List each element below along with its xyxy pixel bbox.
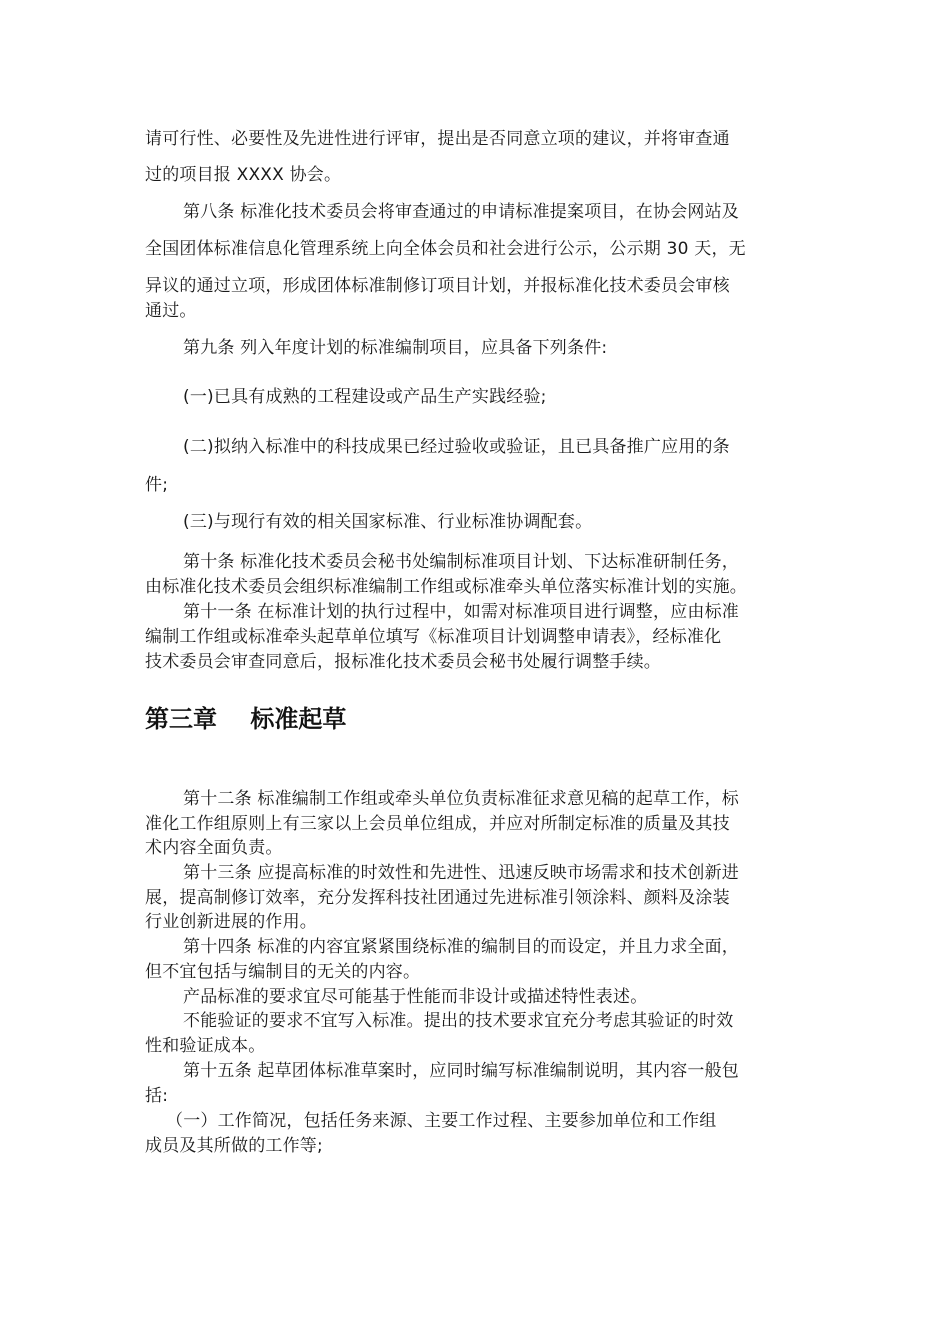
text-line: 产品标准的要求宜尽可能基于性能而非设计或描述特性表述。 — [183, 987, 648, 1007]
text-line: 第十三条 应提高标准的时效性和先进性、迅速反映市场需求和技术创新进 — [183, 863, 740, 883]
text-line: 由标准化技术委员会组织标准编制工作组或标准牵头单位落实标准计划的实施。 — [145, 577, 747, 597]
text-line: 通过。 — [145, 301, 197, 321]
text-line: 不能验证的要求不宜写入标准。提出的技术要求宜充分考虑其验证的时效 — [183, 1011, 734, 1031]
text-line: 第九条 列入年度计划的标准编制项目，应具备下列条件: — [183, 338, 608, 358]
text-line: 准化工作组原则上有三家以上会员单位组成，并应对所制定标准的质量及其技 — [145, 814, 730, 834]
text-line: 件; — [145, 475, 169, 495]
text-line: 但不宜包括与编制目的无关的内容。 — [145, 962, 421, 982]
chapter-heading: 第三章 标准起草 — [145, 705, 347, 733]
text-line: 成员及其所做的工作等; — [145, 1136, 323, 1156]
text-line: 行业创新进展的作用。 — [145, 912, 317, 932]
text-line: (三)与现行有效的相关国家标准、行业标准协调配套。 — [183, 512, 593, 532]
text-line: 技术委员会审查同意后，报标准化技术委员会秘书处履行调整手续。 — [145, 652, 661, 672]
text-line: 请可行性、必要性及先进性进行评审，提出是否同意立项的建议，并将审查通 — [145, 129, 730, 149]
text-line: 异议的通过立项，形成团体标准制修订项目计划，并报标准化技术委员会审核 — [145, 276, 730, 296]
text-line: 术内容全面负责。 — [145, 838, 283, 858]
text-line: 第十条 标准化技术委员会秘书处编制标准项目计划、下达标准研制任务， — [183, 552, 740, 572]
text-line: 第十二条 标准编制工作组或牵头单位负责标准征求意见稿的起草工作，标 — [183, 789, 740, 809]
text-line: 第十一条 在标准计划的执行过程中，如需对标准项目进行调整，应由标准 — [183, 602, 740, 622]
text-line: 性和验证成本。 — [145, 1036, 266, 1056]
text-line: 括: — [145, 1086, 169, 1106]
text-line: 编制工作组或标准牵头起草单位填写《标准项目计划调整申请表》，经标准化 — [145, 627, 722, 647]
text-line: （一）工作简况，包括任务来源、主要工作过程、主要参加单位和工作组 — [166, 1111, 717, 1131]
text-line: (一)已具有成熟的工程建设或产品生产实践经验; — [183, 387, 547, 407]
text-line: 过的项目报 XXXX 协会。 — [145, 165, 342, 185]
text-line: 第十四条 标准的内容宜紧紧围绕标准的编制目的而设定，并且力求全面， — [183, 937, 740, 957]
text-line: (二)拟纳入标准中的科技成果已经过验收或验证，且已具备推广应用的条 — [183, 437, 730, 457]
text-line: 全国团体标准信息化管理系统上向全体会员和社会进行公示，公示期 30 天，无 — [145, 239, 746, 259]
text-line: 第十五条 起草团体标准草案时，应同时编写标准编制说明，其内容一般包 — [183, 1061, 740, 1081]
text-line: 展，提高制修订效率，充分发挥科技社团通过先进标准引领涂料、颜料及涂装 — [145, 888, 730, 908]
text-line: 第八条 标准化技术委员会将审查通过的申请标准提案项目，在协会网站及 — [183, 202, 740, 222]
